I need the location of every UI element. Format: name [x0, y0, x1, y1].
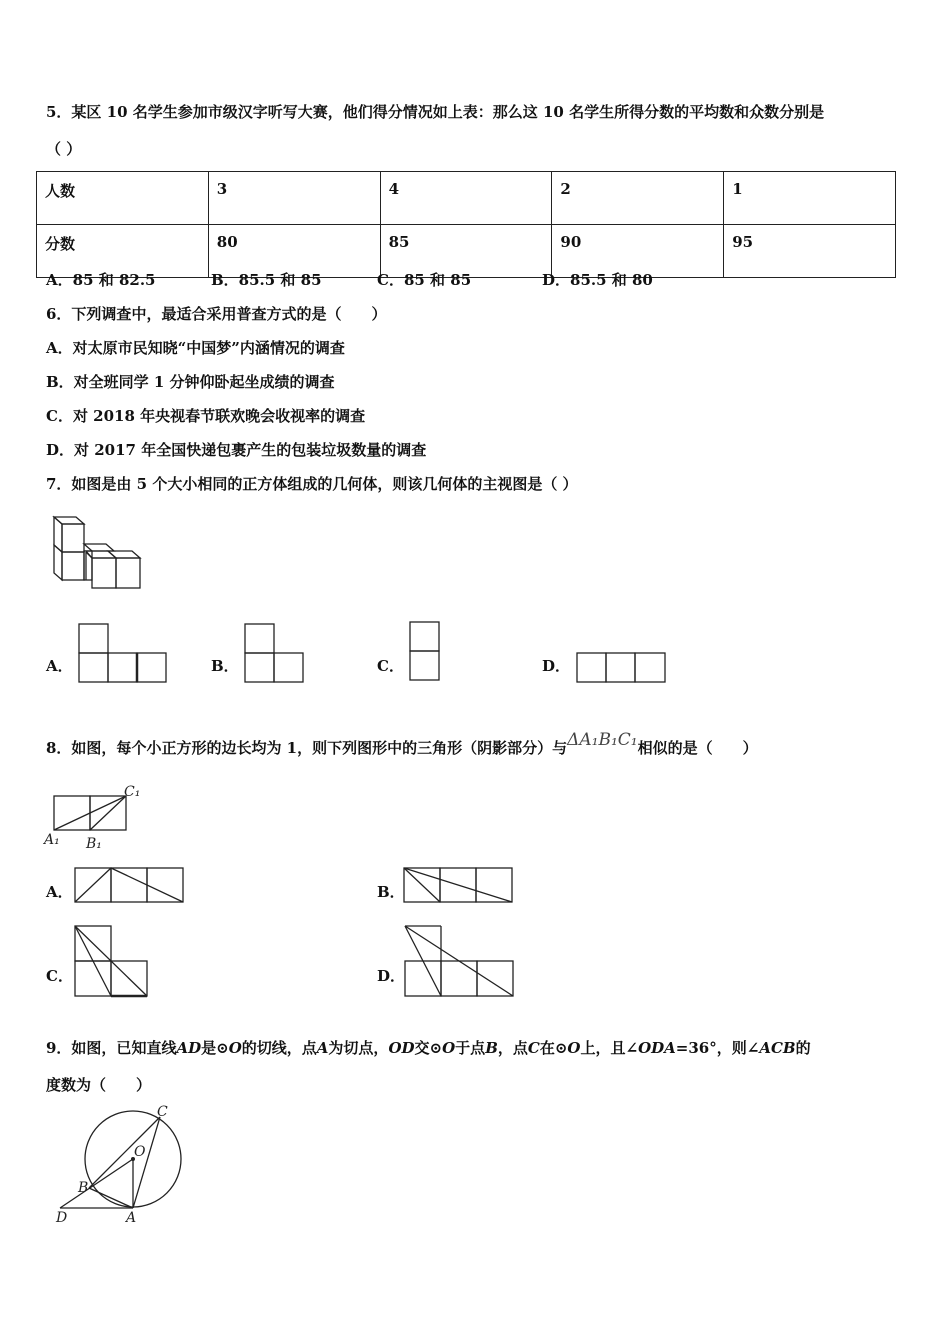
- table-cell: 4: [380, 172, 552, 225]
- q6-text: 6．下列调查中，最适合采用普查方式的是（ ）: [46, 305, 387, 323]
- q7-option-b-figure: [245, 624, 305, 684]
- q5-option-a: A．85 和 82.5: [46, 271, 156, 289]
- q7-option-d-figure: [577, 653, 669, 685]
- q5-option-c: C．85 和 85: [377, 271, 472, 289]
- q9-seg: 为切点，: [328, 1039, 389, 1057]
- q9-seg: 上，且∠: [580, 1039, 639, 1057]
- q9-var: ACB: [759, 1039, 796, 1057]
- table-cell: 3: [208, 172, 380, 225]
- q9-seg: 交⊙: [414, 1039, 443, 1057]
- q9-seg: 的: [795, 1039, 811, 1057]
- q9-label-a: A: [126, 1210, 137, 1226]
- q8-option-a-figure: [75, 866, 185, 906]
- q8-option-d-figure: [405, 926, 517, 1000]
- q8-label-a1: A₁: [44, 832, 60, 848]
- q7-option-a-figure: [79, 624, 169, 684]
- q9-seg: 的切线，点: [241, 1039, 317, 1057]
- q6-option-a: A．对太原市民知晓“中国梦”内涵情况的调查: [46, 339, 345, 357]
- q9-seg: ，点: [497, 1039, 528, 1057]
- q8-text-before: 8．如图，每个小正方形的边长均为 1，则下列图形中的三角形（阴影部分）与: [46, 739, 568, 757]
- q7-option-b-label: B．: [211, 657, 239, 675]
- table-cell: 85: [380, 225, 552, 278]
- q6-option-b: B．对全班同学 1 分钟仰卧起坐成绩的调查: [46, 373, 335, 391]
- q8-option-c-figure: [75, 926, 151, 1000]
- q8-option-d-label: D．: [377, 967, 406, 985]
- q5-text-line1: 5．某区 10 名学生参加市级汉字听写大赛，他们得分情况如上表：那么这 10 名学生所得分数的平均数和众数分别是: [46, 103, 825, 121]
- q6-option-d: D．对 2017 年全国快递包裹产生的包装垃圾数量的调查: [46, 441, 427, 459]
- table-cell: 95: [724, 225, 896, 278]
- table-cell: 人数: [37, 172, 209, 225]
- q9-var: A: [316, 1039, 329, 1057]
- q9-var: O: [228, 1039, 242, 1057]
- q9-var: ODA: [638, 1039, 676, 1057]
- q7-option-a-label: A．: [46, 657, 73, 675]
- q9-seg: 是⊙: [201, 1039, 229, 1057]
- q9-label-o: O: [134, 1144, 146, 1160]
- q9-seg: 于点: [455, 1039, 486, 1057]
- table-row: [37, 172, 896, 225]
- q9-label-c: C: [157, 1104, 168, 1120]
- q8-text: [46, 730, 758, 758]
- q9-label-d: D: [56, 1210, 68, 1226]
- q5-option-b: B．85.5 和 85: [211, 271, 322, 289]
- q9-var: C: [527, 1039, 540, 1057]
- q9-circle-figure: [52, 1104, 192, 1228]
- score-table: [36, 171, 896, 278]
- q9-var: AD: [176, 1039, 202, 1057]
- q5-text-line2: （ ）: [46, 140, 82, 158]
- q9-var: OD: [388, 1039, 415, 1057]
- q8-triangle-math: ΔA₁B₁C₁: [567, 730, 638, 750]
- table-cell: 分数: [37, 225, 209, 278]
- table-cell: 90: [552, 225, 724, 278]
- q9-seg: 9．如图，已知直线: [46, 1039, 177, 1057]
- q7-option-d-label: D．: [542, 657, 571, 675]
- q8-text-after: 相似的是（ ）: [637, 739, 758, 757]
- q7-option-c-label: C．: [377, 657, 404, 675]
- table-cell: 2: [552, 172, 724, 225]
- q7-cube-figure: [46, 512, 146, 592]
- q8-option-b-figure: [404, 866, 514, 906]
- q9-text-line1: [46, 1038, 811, 1058]
- q9-var: O: [442, 1039, 456, 1057]
- table-cell: 80: [208, 225, 380, 278]
- q8-label-c1: C₁: [124, 784, 141, 800]
- q7-text: 7．如图是由 5 个大小相同的正方体组成的几何体，则该几何体的主视图是（ ）: [46, 475, 578, 493]
- q9-seg: 在⊙: [539, 1039, 568, 1057]
- q7-option-c-figure: [410, 622, 442, 682]
- q9-var: O: [567, 1039, 581, 1057]
- q8-option-c-label: C．: [46, 967, 73, 985]
- q8-reference-figure: [44, 782, 154, 854]
- q9-var: B: [485, 1039, 498, 1057]
- q8-option-a-label: A．: [46, 883, 73, 901]
- q9-seg: =36°，则∠: [675, 1039, 760, 1057]
- table-cell: 1: [724, 172, 896, 225]
- q5-option-d: D．85.5 和 80: [542, 271, 653, 289]
- q8-option-b-label: B．: [377, 883, 405, 901]
- q9-label-b: B: [78, 1180, 89, 1196]
- q6-option-c: C．对 2018 年央视春节联欢晚会收视率的调查: [46, 407, 366, 425]
- q8-label-b1: B₁: [86, 836, 102, 852]
- q9-text-line2: 度数为（ ）: [46, 1076, 152, 1094]
